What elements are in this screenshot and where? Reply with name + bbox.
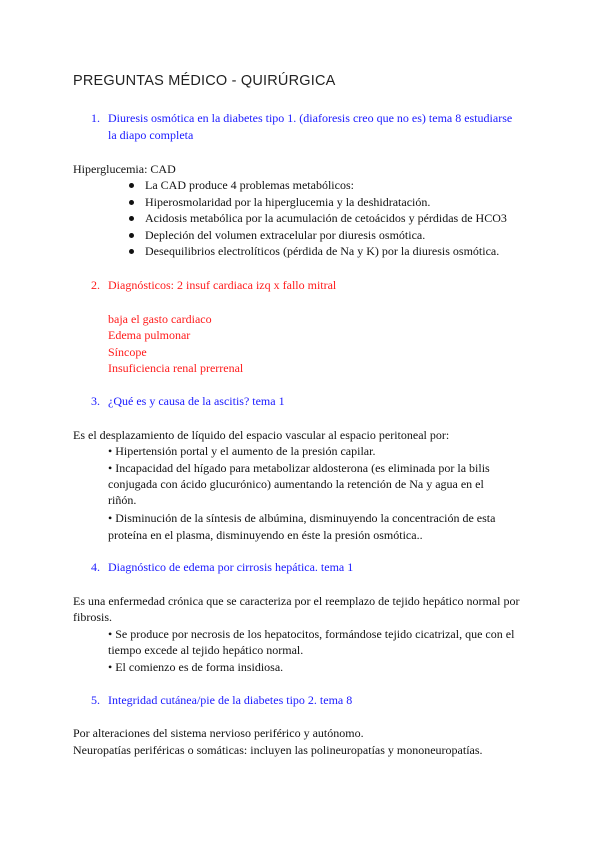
paragraph-line: • El comienzo es de forma insidiosa. [108,660,284,674]
paragraph: Es el desplazamiento de líquido del espacio vascular al espacio peritoneal por: [73,428,450,442]
paragraph-line: Por alteraciones del sistema nervioso periférico y autónomo. [73,726,364,740]
list-item: Acidosis metabólica por la acumulación de cetoácidos y pérdidas de HCO3 [145,211,507,225]
paragraph-line: • Incapacidad del hígado para metabolizar aldosterona (es eliminada por la bilis [108,461,490,475]
list-item: Desequilibrios electrolíticos (pérdida de Na y K) por la diuresis osmótica. [145,244,500,258]
paragraph-line: • Disminución de la síntesis de albúmina, disminuyendo la concentración de esta [108,511,496,525]
question-2: Diagnósticos: 2 insuf cardiaca izq x fallo mitral [108,278,337,292]
list-item: Depleción del volumen extracelular por diuresis osmótica. [145,228,426,242]
bullet-icon [129,233,134,238]
page-title: PREGUNTAS MÉDICO - QUIRÚRGICA [73,73,336,89]
question-5: Integridad cutánea/pie de la diabetes tipo 2. tema 8 [108,693,353,707]
question-number: 1. [91,111,100,125]
question-number: 3. [91,394,100,408]
answer-item: Edema pulmonar [108,328,191,342]
paragraph-line: proteína en el plasma, disminuyendo en éste la presión osmótica.. [108,528,423,542]
question-number: 2. [91,278,100,292]
question-3: ¿Qué es y causa de la ascitis? tema 1 [108,394,285,408]
paragraph-line: tiempo excede al tejido hepático normal. [108,643,304,657]
question-number: 4. [91,560,100,574]
paragraph-line: fibrosis. [73,610,112,624]
answer-item: Insuficiencia renal prerrenal [108,361,244,375]
bullet-icon [129,216,134,221]
paragraph-line: riñón. [108,493,137,507]
paragraph-line: Es una enfermedad crónica que se caracteriza por el reemplazo de tejido hepático normal por [73,594,520,608]
bullet-icon [129,183,134,188]
answer-item: baja el gasto cardiaco [108,312,212,326]
paragraph-line: conjugada con ácido glucurónico) aumentando la retención de Na y agua en el [108,477,484,491]
list-item: La CAD produce 4 problemas metabólicos: [145,178,354,192]
answer-item: Síncope [108,345,147,359]
question-1-line: Diuresis osmótica en la diabetes tipo 1. (diaforesis creo que no es) tema 8 estudiarse [108,111,513,125]
bullet-icon [129,249,134,254]
section-heading: Hiperglucemia: CAD [73,162,176,176]
paragraph-line: Neuropatías periféricas o somáticas: incluyen las polineuropatías y mononeuropatías. [73,743,483,757]
question-4: Diagnóstico de edema por cirrosis hepática. tema 1 [108,560,354,574]
list-item: Hiperosmolaridad por la hiperglucemia y la deshidratación. [145,195,431,209]
bullet-icon [129,200,134,205]
paragraph-line: • Se produce por necrosis de los hepatocitos, formándose tejido cicatrizal, que con el [108,627,515,641]
paragraph-line: • Hipertensión portal y el aumento de la presión capilar. [108,444,376,458]
question-number: 5. [91,693,100,707]
question-1-line: la diapo completa [108,128,194,142]
